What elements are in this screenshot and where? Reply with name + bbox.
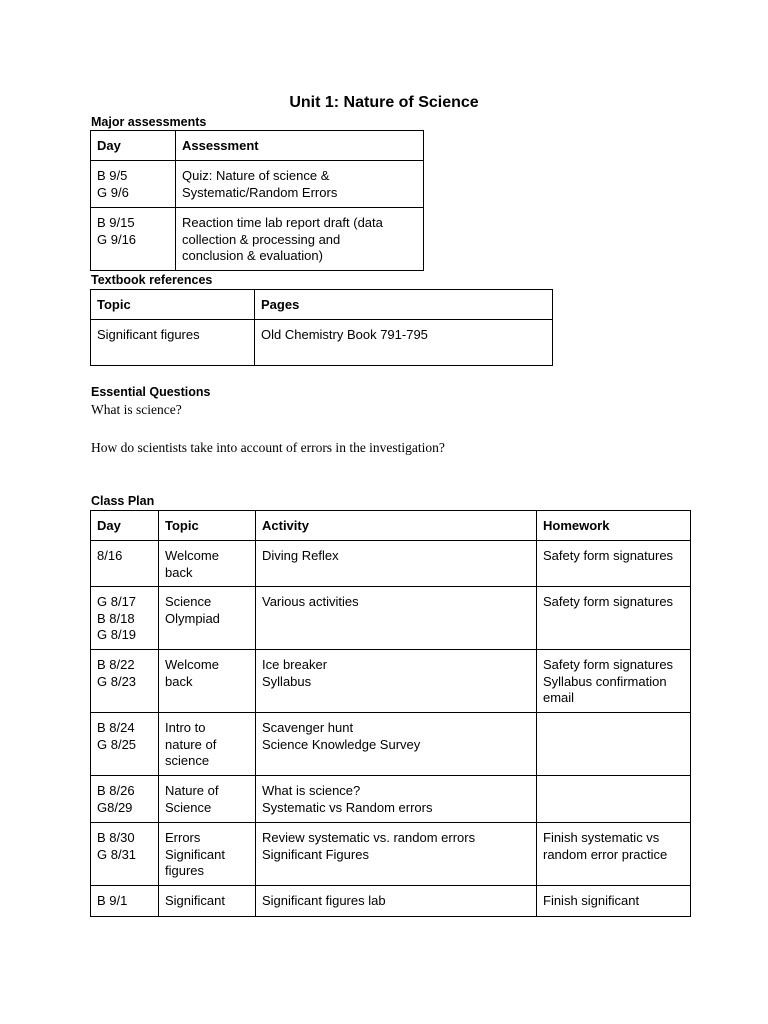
header-cell: Activity (256, 511, 537, 541)
table-cell: Finish systematic vs random error practice (537, 823, 691, 886)
table-cell: B 9/1 (91, 886, 159, 917)
table-cell: Finish significant (537, 886, 691, 917)
table-row (91, 208, 424, 271)
table-row (91, 713, 691, 776)
header-cell: Topic (91, 290, 255, 320)
table-cell: B 8/30 G 8/31 (91, 823, 159, 886)
header-cell: Homework (537, 511, 691, 541)
table-header-row (91, 131, 424, 161)
table-header-row (91, 290, 553, 320)
header-cell: Assessment (176, 131, 424, 161)
table-cell: B 8/24 G 8/25 (91, 713, 159, 776)
major-assessments-label: Major assessments (91, 115, 207, 129)
table-cell: Safety form signatures (537, 587, 691, 650)
table-cell: Welcome back (159, 541, 256, 587)
table-cell: Nature of Science (159, 776, 256, 823)
table-cell: Safety form signatures (537, 541, 691, 587)
class-plan-label: Class Plan (91, 494, 155, 508)
table-cell: What is science? Systematic vs Random errors (256, 776, 537, 823)
table-cell: Diving Reflex (256, 541, 537, 587)
table-cell: B 9/15 G 9/16 (91, 208, 176, 271)
textbook-references-label: Textbook references (91, 273, 213, 287)
table-row (91, 650, 691, 713)
table-row (91, 776, 691, 823)
header-cell: Day (91, 131, 176, 161)
class-plan-table (90, 510, 691, 917)
essential-question: What is science? (91, 402, 182, 417)
table-row (91, 161, 424, 208)
textbook-references-table (90, 289, 553, 366)
table-cell: Science Olympiad (159, 587, 256, 650)
table-row (91, 541, 691, 587)
table-cell: Scavenger hunt Science Knowledge Survey (256, 713, 537, 776)
essential-question: How do scientists take into account of errors in the investigation? (91, 440, 445, 455)
table-cell: Significant (159, 886, 256, 917)
table-cell: B 8/26 G8/29 (91, 776, 159, 823)
table-row (91, 587, 691, 650)
table-cell: Old Chemistry Book 791-795 (255, 320, 553, 366)
table-row (91, 886, 691, 917)
table-cell: Significant figures (91, 320, 255, 366)
table-cell: Errors Significant figures (159, 823, 256, 886)
table-cell: Ice breaker Syllabus (256, 650, 537, 713)
table-cell: Significant figures lab (256, 886, 537, 917)
table-row (91, 823, 691, 886)
table-cell (537, 776, 691, 823)
table-cell: B 8/22 G 8/23 (91, 650, 159, 713)
table-cell: G 8/17 B 8/18 G 8/19 (91, 587, 159, 650)
table-row (91, 320, 553, 366)
table-cell: 8/16 (91, 541, 159, 587)
header-cell: Day (91, 511, 159, 541)
table-cell: Quiz: Nature of science & Systematic/Random Errors (176, 161, 424, 208)
header-cell: Pages (255, 290, 553, 320)
table-cell: Intro to nature of science (159, 713, 256, 776)
table-cell: Reaction time lab report draft (data collection & processing and conclusion & evaluation) (176, 208, 424, 271)
table-cell (537, 713, 691, 776)
table-header-row (91, 511, 691, 541)
table-cell: Various activities (256, 587, 537, 650)
essential-questions-label: Essential Questions (91, 385, 211, 399)
table-cell: Welcome back (159, 650, 256, 713)
table-cell: Safety form signatures Syllabus confirmation email (537, 650, 691, 713)
major-assessments-table (90, 130, 424, 271)
table-cell: Review systematic vs. random errors Significant Figures (256, 823, 537, 886)
table-cell: B 9/5 G 9/6 (91, 161, 176, 208)
header-cell: Topic (159, 511, 256, 541)
page-title: Unit 1: Nature of Science (289, 94, 479, 111)
